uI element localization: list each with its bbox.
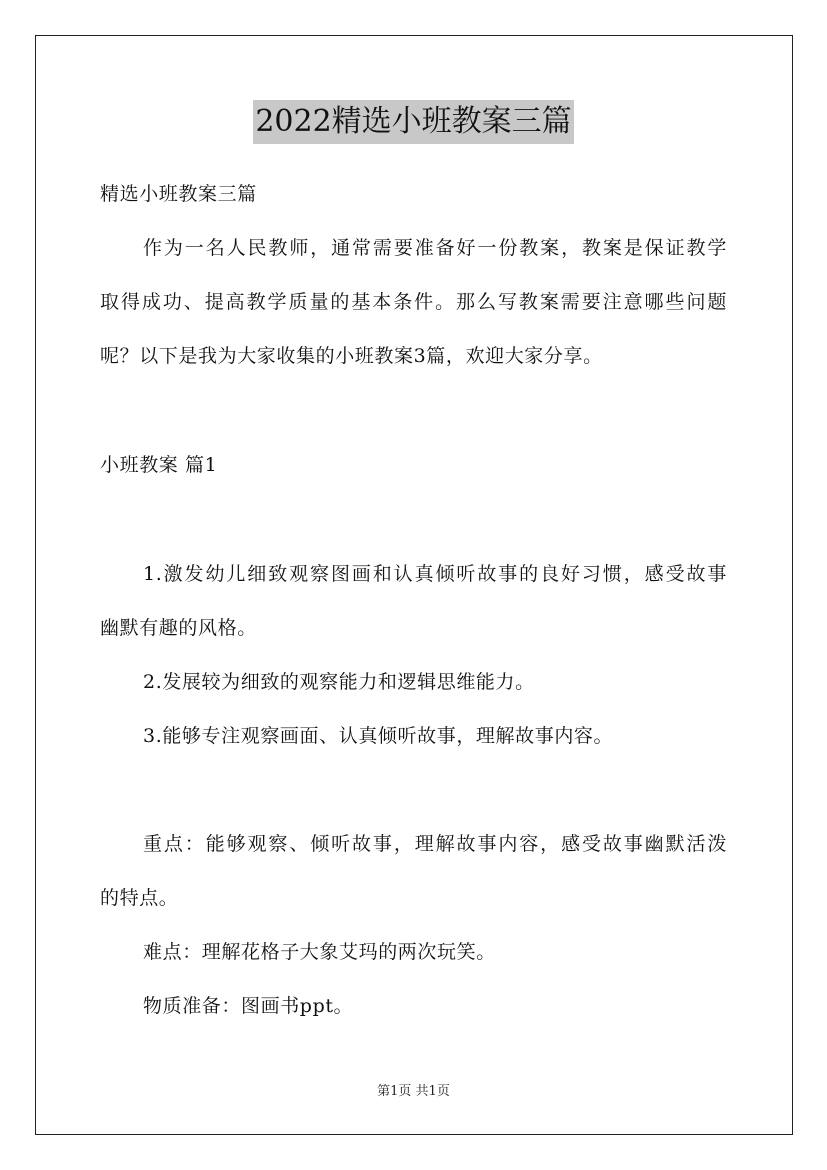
paragraph-line: 幽默有趣的风格。 [100, 617, 257, 639]
paragraph-line: 物质准备：图画书ppt。 [143, 995, 354, 1017]
paragraph-line: 3.能够专注观察画面、认真倾听故事，理解故事内容。 [143, 725, 614, 747]
paragraph-line: 难点：理解花格子大象艾玛的两次玩笑。 [143, 941, 496, 963]
paragraph-line: 重点：能够观察、倾听故事，理解故事内容，感受故事幽默活泼 [143, 833, 727, 855]
paragraph-line: 2.发展较为细致的观察能力和逻辑思维能力。 [143, 671, 535, 693]
paragraph-line: 取得成功、提高教学质量的基本条件。那么写教案需要注意哪些问题 [100, 291, 727, 313]
document-title: 2022精选小班教案三篇 [253, 100, 573, 144]
section-heading: 小班教案 篇1 [100, 454, 218, 476]
paragraph-line: 呢？以下是我为大家收集的小班教案3篇，欢迎大家分享。 [100, 345, 603, 367]
page-footer: 第1页 共1页 [377, 1084, 450, 1099]
paragraph-line: 1.激发幼儿细致观察图画和认真倾听故事的良好习惯，感受故事 [143, 563, 727, 585]
title-container [0, 100, 827, 144]
paragraph-line: 作为一名人民教师，通常需要准备好一份教案，教案是保证教学 [143, 237, 727, 259]
paragraph-line: 的特点。 [100, 887, 179, 909]
document-subtitle: 精选小班教案三篇 [100, 183, 257, 205]
